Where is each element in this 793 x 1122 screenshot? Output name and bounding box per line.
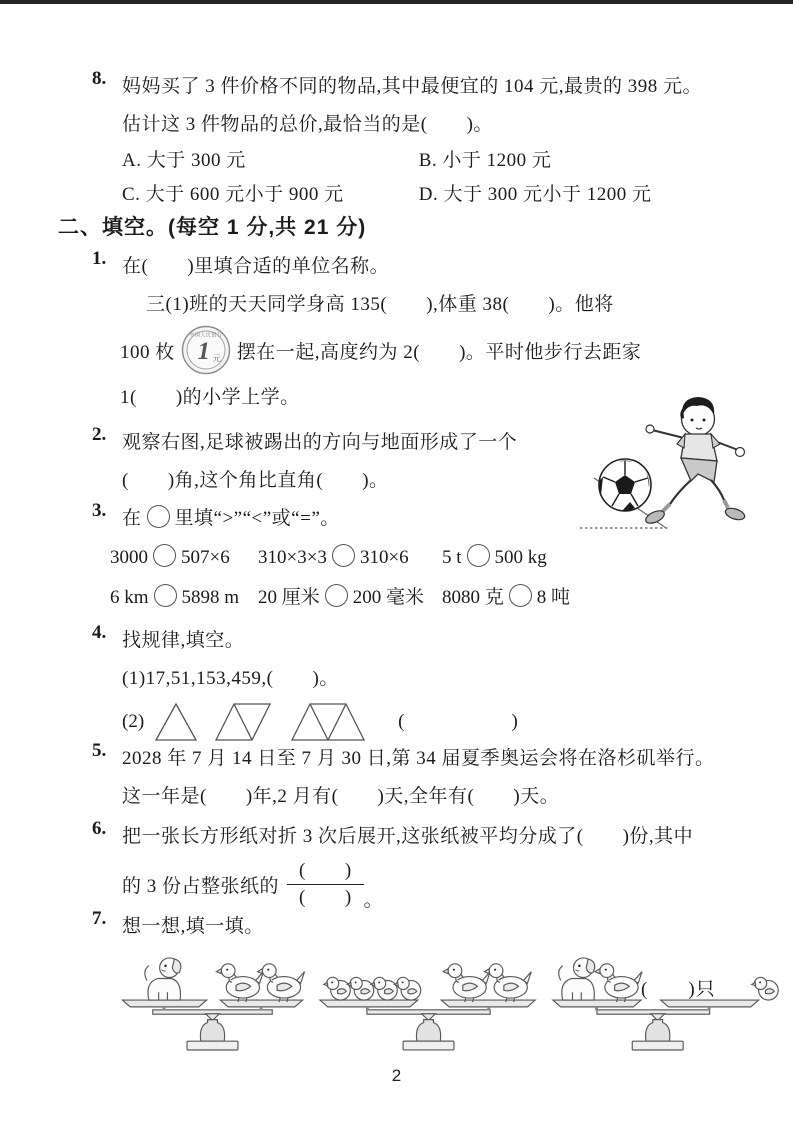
question-6-line2 (122, 856, 782, 912)
compare-circle-icon (467, 544, 490, 567)
compare-circle-icon (509, 584, 532, 607)
duck-icon (258, 964, 305, 1002)
chick-icon (752, 977, 778, 1000)
triangle-pattern-2-icon (214, 702, 274, 742)
dog-icon (145, 958, 181, 1000)
dog-icon (559, 958, 595, 1000)
comparison-5: 20 厘米 200 毫米 (258, 578, 424, 618)
question-7 (92, 908, 772, 946)
question-3-intro (122, 500, 782, 538)
question-6-number: 6. (92, 818, 107, 839)
question-8-line2: 估计这 3 件物品的总价,最恰当的是( )。 (122, 114, 493, 135)
question-5-number: 5. (92, 740, 107, 761)
question-1-line1: 在( )里填合适的单位名称。 (122, 256, 390, 277)
question-2-number: 2. (92, 424, 107, 445)
comparison-4: 6 km 5898 m (110, 578, 239, 618)
chick-icon (394, 977, 420, 1000)
question-4-sub2 (122, 698, 772, 742)
coin-issuer-text: 中国人民银行 (189, 333, 223, 339)
one-yuan-coin-icon (181, 325, 231, 375)
question-2-line1: 观察右图,足球被踢出的方向与地面形成了一个 (122, 432, 518, 453)
section-2-header: 二、填空。(每空 1 分,共 21 分) (58, 216, 367, 239)
question-6-line2-suffix: 。 (363, 890, 384, 911)
fraction-numerator-blank: ( ) (287, 858, 364, 885)
question-8-number: 8. (92, 68, 107, 89)
fraction-blank (287, 858, 364, 911)
duck-icon (484, 964, 531, 1002)
question-4 (92, 622, 772, 742)
question-2-line2: ( )角,这个角比直角( )。 (122, 470, 389, 491)
comparison-6: 8080 克 8 吨 (442, 578, 570, 618)
question-8-line1: 妈妈买了 3 件价格不同的物品,其中最便宜的 104 元,最贵的 398 元。 (122, 76, 703, 97)
scale-base (403, 1014, 454, 1050)
duck-icon (216, 964, 263, 1002)
duck-icon (443, 964, 490, 1002)
question-7-intro: 想一想,填一填。 (122, 916, 264, 937)
question-4-sub1: (1)17,51,153,459,( )。 (122, 668, 339, 689)
question-1-line2: 三(1)班的天天同学身高 135( ),体重 38( )。他将 (146, 294, 614, 315)
question-1-number: 1. (92, 248, 107, 269)
fraction-denominator-blank: ( ) (299, 886, 352, 908)
compare-circle-icon (153, 544, 176, 567)
question-5 (92, 740, 782, 816)
coin-denomination: 1 (197, 338, 211, 365)
compare-circle-icon (332, 544, 355, 567)
comparison-1: 3000 507×6 (110, 538, 230, 578)
balance-scale-1 (95, 950, 330, 1054)
question-5-line2: 这一年是( )年,2 月有( )天,全年有( )天。 (122, 786, 560, 807)
triangle-pattern-1-icon (154, 702, 198, 742)
chick-icon (324, 977, 350, 1000)
question-6-line1: 把一张长方形纸对折 3 次后展开,这张纸被平均分成了( )份,其中 (122, 826, 694, 847)
question-5-line1: 2028 年 7 月 14 日至 7 月 30 日,第 34 届夏季奥运会将在洛杉矶举行。 (122, 748, 715, 769)
comparison-row-2 (110, 578, 782, 618)
question-7-number: 7. (92, 908, 107, 929)
compare-circle-icon (154, 584, 177, 607)
chick-icon (347, 977, 373, 1000)
option-b: B. 小于 1200 元 (418, 150, 552, 171)
question-8 (92, 68, 772, 212)
scale-base (632, 1014, 683, 1050)
question-3-intro-pre: 在 (122, 508, 142, 529)
question-6 (92, 818, 782, 912)
triangle-pattern-3-icon (290, 702, 368, 742)
scale-base (187, 1014, 238, 1050)
comparison-2: 310×3×3 310×6 (258, 538, 409, 578)
option-d: D. 大于 300 元小于 1200 元 (418, 184, 652, 205)
compare-circle-icon (147, 505, 170, 528)
comparison-3: 5 t 500 kg (442, 538, 547, 578)
question-3-intro-post: 里填“>”“<”或“=”。 (174, 508, 340, 529)
balance-scale-3 (548, 950, 788, 1054)
question-1-line3-post: 摆在一起,高度约为 2( )。平时他步行去距家 (236, 341, 642, 363)
question-4-sub2-label: (2) (122, 711, 145, 732)
question-3-number: 3. (92, 500, 107, 521)
question-7-answer-blank: ( )只 (641, 979, 716, 1000)
question-4-number: 4. (92, 622, 107, 643)
question-1-line4: 1( )的小学上学。 (120, 387, 300, 408)
option-a: A. 大于 300 元 (122, 150, 246, 171)
coin-unit: 元 (212, 354, 222, 363)
question-4-intro: 找规律,填空。 (122, 630, 245, 651)
question-2 (92, 424, 562, 500)
question-1-line3 (120, 324, 772, 376)
page-number: 2 (391, 1066, 402, 1085)
chick-icon (371, 977, 397, 1000)
balance-scale-2 (318, 950, 543, 1054)
compare-circle-icon (325, 584, 348, 607)
duck-icon (595, 964, 642, 1002)
question-6-line2-pre: 的 3 份占整张纸的 (122, 875, 280, 897)
question-3 (92, 500, 782, 618)
comparison-row-1 (110, 538, 782, 578)
option-c: C. 大于 600 元小于 900 元 (122, 184, 344, 205)
question-4-sub2-blank: ( ) (398, 711, 520, 732)
scan-edge-artifact (0, 0, 793, 4)
question-1-line3-pre: 100 枚 (120, 341, 175, 363)
